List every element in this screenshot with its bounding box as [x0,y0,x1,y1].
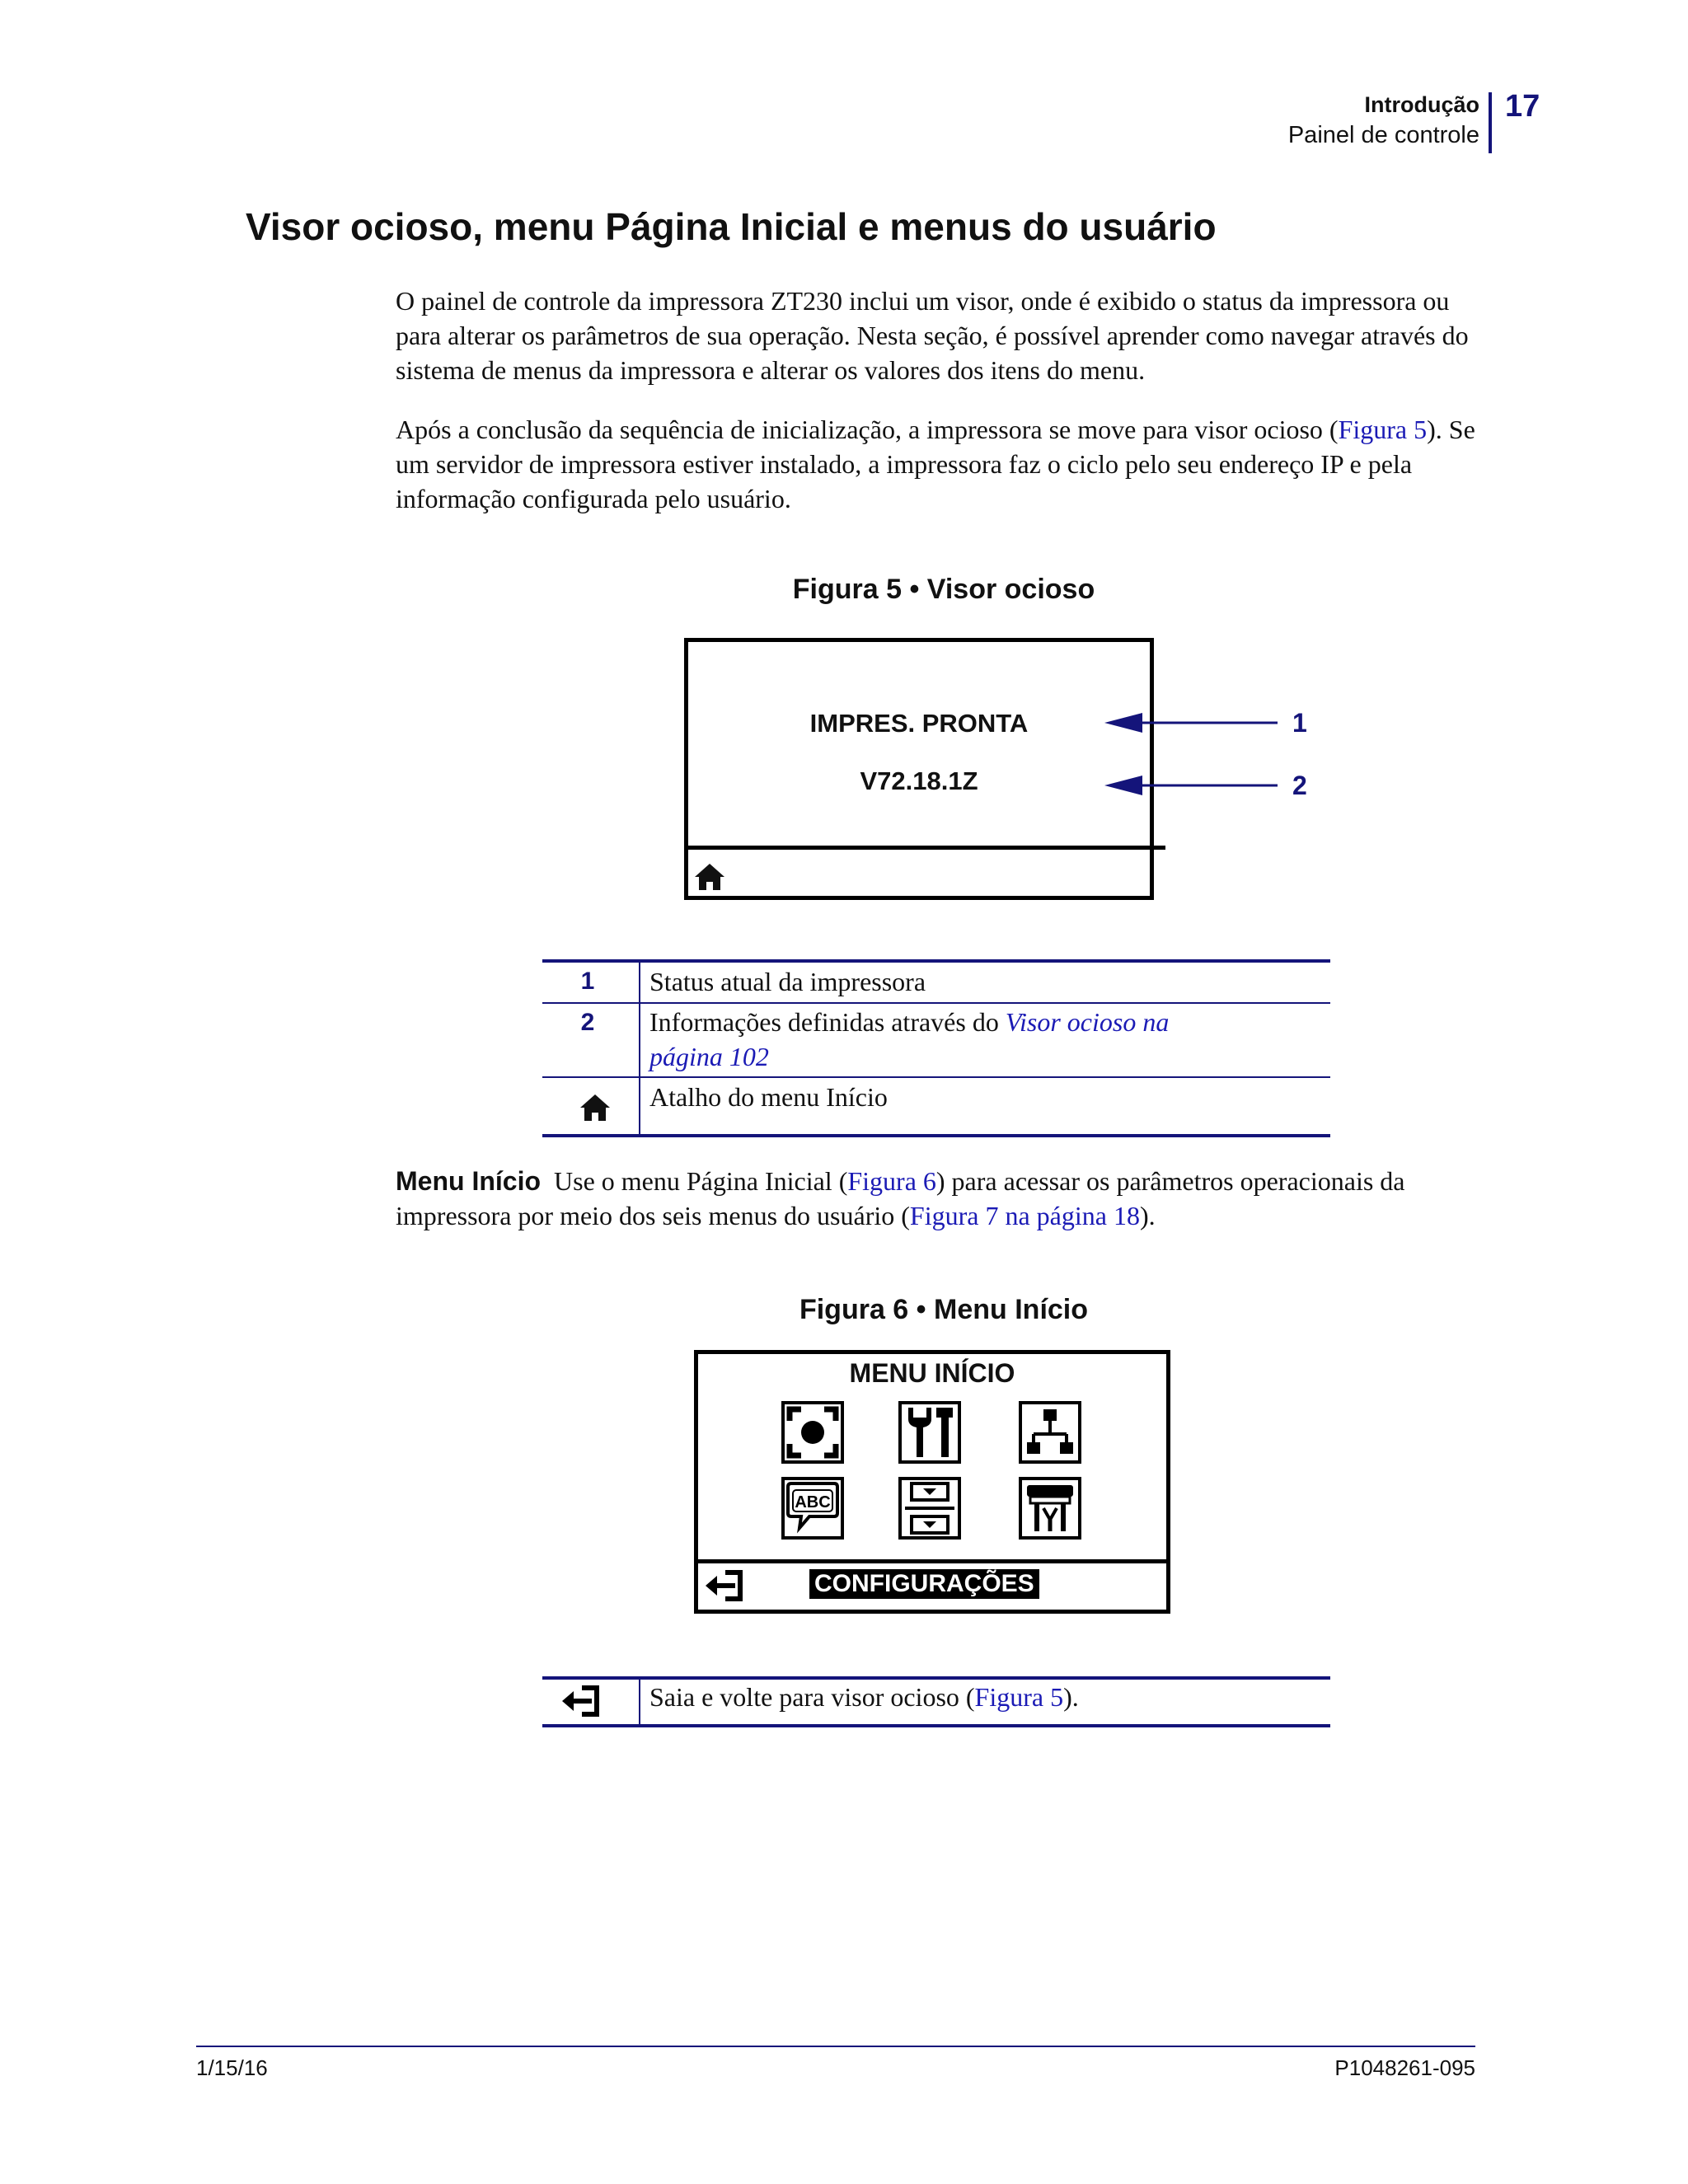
home-menu-separator [694,1559,1170,1563]
figure7-link[interactable]: Figura 7 na página 18 [909,1201,1140,1230]
footer-doc-number: P1048261-095 [1334,2055,1475,2080]
figure5-caption: Figura 5 • Visor ocioso [792,574,1095,605]
exit-icon[interactable] [704,1569,745,1602]
legend5-text-2-before: Informações definidas através do [649,1007,1006,1037]
figure6-link[interactable]: Figura 6 [847,1166,936,1196]
visor-ocioso-link[interactable]: Visor ocioso na página 102 [649,1007,1170,1071]
header-section: Introdução [1364,92,1479,117]
legend6-figure5-link[interactable]: Figura 5 [974,1682,1064,1712]
legend5-column-divider [639,961,640,1136]
legend6-exit-icon [560,1685,602,1718]
network-icon[interactable] [1019,1401,1081,1464]
page-title: Visor ocioso, menu Página Inicial e menus do usuário [246,205,1217,248]
p2-text-after: ). Se um servidor de impressora estiver instalado, a impressora faz o ciclo pelo seu endereço IP e pela informação configurada pelo usuário. [396,415,1475,513]
callout-arrows [1104,701,1311,799]
footer-rule [196,2046,1475,2047]
menu-text-mid: ) para acessar os parâmetros operacionais da impressora por meio dos seis menus do usuário ( [396,1166,1405,1230]
intro-paragraph-1: O painel de controle da impressora ZT230 inclui um visor, onde é exibido o status da impressora ou para alterar os parâmetros de sua operação. Nesta seção, é possível aprender como navegar através do sistema de menus da impressora e alterar os valores dos itens do menu. [396,286,1469,385]
legend5-top-rule [542,959,1330,963]
language-icon[interactable] [781,1477,844,1540]
callout-arrow-2 [1104,776,1278,795]
legend5-key-1: 1 [580,968,595,995]
menu-text-after: ). [1139,1201,1156,1230]
tools-icon[interactable] [898,1401,961,1464]
svg-text:ABC: ABC [795,1493,831,1511]
menu-inicio-paragraph [396,1164,1492,1233]
footer-date: 1/15/16 [196,2055,268,2080]
legend5-bottom-rule [542,1134,1330,1137]
idle-display-separator [684,846,1165,850]
ports-icon[interactable] [1019,1477,1081,1540]
legend5-row-rule-2 [542,1076,1330,1078]
callout-number-1: 1 [1292,708,1307,738]
legend5-text-1: Status atual da impressora [649,967,926,996]
legend5-row-rule-1 [542,1002,1330,1004]
header-divider [1489,92,1492,153]
home-menu-title: MENU INÍCIO [849,1358,1015,1388]
intro-paragraph-2 [396,412,1492,516]
legend6-bottom-rule [542,1724,1330,1727]
legend5-key-2: 2 [580,1009,595,1036]
header-subsection: Painel de controle [1287,122,1479,148]
settings-icon[interactable] [781,1401,844,1464]
legend6-text [649,1680,1309,1714]
figure5-link[interactable]: Figura 5 [1338,415,1428,444]
printer-info-text: V72.18.1Z [860,766,978,795]
menu-inicio-label: Menu Início [396,1166,541,1196]
callout-arrow-1 [1104,713,1278,733]
page-number: 17 [1505,89,1540,124]
callout-number-2: 2 [1292,771,1307,799]
legend5-text-2 [649,1005,1218,1074]
printer-status-text: IMPRES. PRONTA [809,709,1029,738]
sensor-icon[interactable] [898,1477,961,1540]
legend6-column-divider [639,1678,640,1726]
figure6-caption: Figura 6 • Menu Início [799,1294,1089,1325]
selected-menu-label: CONFIGURAÇÕES [809,1569,1039,1599]
legend5-text-3: Atalho do menu Início [649,1082,888,1112]
home-icon[interactable] [694,862,725,892]
menu-text-before: Use o menu Página Inicial ( [554,1166,848,1196]
legend6-text-before: Saia e volte para visor ocioso ( [649,1682,975,1712]
legend6-text-after: ). [1063,1682,1079,1712]
legend5-home-icon [579,1093,611,1122]
p2-text-before: Após a conclusão da sequência de inicialização, a impressora se move para visor ocioso ( [396,415,1339,444]
